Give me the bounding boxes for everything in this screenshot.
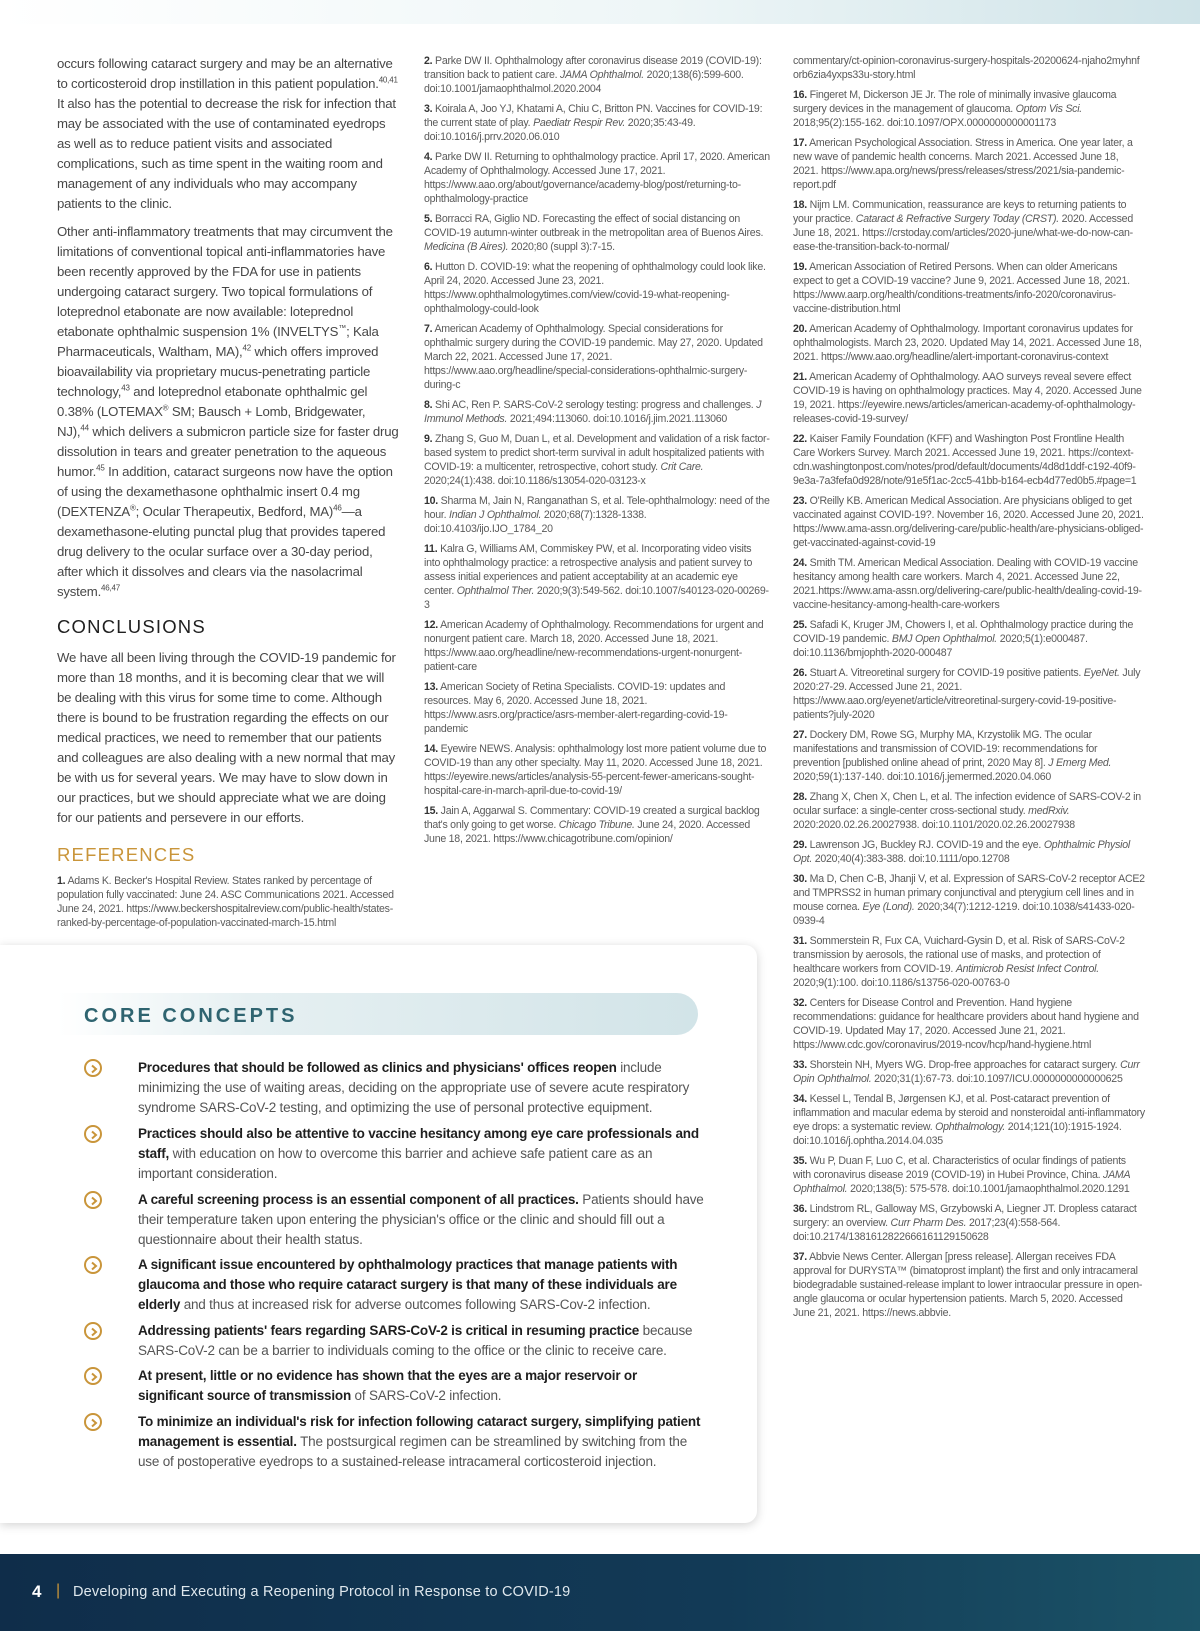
page-footer — [0, 1554, 1200, 1631]
reference-item: 23. O'Reilly KB. American Medical Association. Are physicians obliged to get vaccinated against COVID-19?. November 16, 2020. Accessed June 20, 2021. https://www.ama-assn.org/delivering-care/public-health/are-physicians-obliged-get-vaccinated-against-covid-19 — [793, 495, 1144, 549]
reference-item: 6. Hutton D. COVID-19: what the reopening of ophthalmology could look like. April 24, 2020. Accessed June 23, 2021. https://www.ophthalmologytimes.com/view/covid-19-what-reopening-ophthalmology-could-look — [424, 261, 766, 315]
reference-item: 14. Eyewire NEWS. Analysis: ophthalmology lost more patient volume due to COVID-19 than any other specialty. May 11, 2020. Accessed June 18, 2021. https://eyewire.news/articles/analysis-55-percent-fewer-americans-sought-hospital-care-in-march-april-due-to-covid-19/ — [424, 743, 767, 797]
reference-item: 30. Ma D, Chen C-B, Jhanji V, et al. Expression of SARS-CoV-2 receptor ACE2 and TMPRSS2 in human primary conjunctival and pterygium cell lines and in mouse cornea. Eye (Lond). 2020;34(7):1212-1219. doi:10.1038/s41433-020-0939-4 — [793, 873, 1145, 927]
reference-item: 19. American Association of Retired Persons. When can older Americans expect to get a COVID-19 vaccine? June 9, 2021. Accessed June 18, 2021. https://www.aarp.org/health/conditions-treatments/info-2020/coronavirus-vaccine-distribution.html — [793, 261, 1130, 315]
chevron-circle-icon — [84, 1191, 102, 1209]
reference-item: 24. Smith TM. American Medical Association. Dealing with COVID-19 vaccine hesitancy among health care workers. March 4, 2021. Accessed June 22, 2021.https://www.ama-assn.org/delivering-care/public-health/dealing-covid-19-vaccine-hesitancy-among-health-care-workers — [793, 557, 1142, 611]
reference-list-col2 — [424, 54, 770, 846]
reference-item: 29. Lawrenson JG, Buckley RJ. COVID-19 and the eye. Ophthalmic Physiol Opt. 2020;40(4):383-388. doi:10.1111/opo.12708 — [793, 839, 1130, 865]
reference-continuation: commentary/ct-opinion-coronavirus-surgery-hospitals-20200624-njaho2myhnforb6zia4yxps33u-story.html — [793, 55, 1140, 81]
core-concept-text: Addressing patients' fears regarding SARS-CoV-2 is critical in resuming practice because SARS-CoV-2 can be a barrier to individuals coming to the office or the clinic to receive care. — [138, 1323, 693, 1358]
reference-item: 12. American Academy of Ophthalmology. Recommendations for urgent and nonurgent patient care. March 18, 2020. Accessed June 18, 2021. https://www.aao.org/headline/new-recommendations-urgent-nonurgent-patient-care — [424, 619, 764, 673]
core-concept-item — [84, 1366, 704, 1406]
chevron-circle-icon — [84, 1413, 102, 1431]
reference-item: 37. Abbvie News Center. Allergan [press release]. Allergan receives FDA approval for DURYSTA™ (bimatoprost implant) the first and only intracameral biodegradable sustained-release implant to lower intraocular pressure in open-angle glaucoma or ocular hypertension patients. March 5, 2020. Accessed June 21, 2021. https://news.abbvie. — [793, 1251, 1143, 1319]
core-concept-item — [84, 1412, 704, 1472]
chevron-circle-icon — [84, 1059, 102, 1077]
reference-item: 17. American Psychological Association. Stress in America. One year later, a new wave of pandemic health concerns. March 2021. Accessed June 18, 2021. https://www.apa.org/news/press/releases/stress/2021/sia-pandemic-report.pdf — [793, 137, 1133, 191]
reference-item: 9. Zhang S, Guo M, Duan L, et al. Development and validation of a risk factor-based system to predict short-term survival in adult hospitalized patients with COVID-19: a multicenter, retrospective, cohort study. Crit Care. 2020;24(1):438. doi:10.1186/s13054-020-03123-x — [424, 433, 770, 487]
core-concepts-box — [0, 945, 757, 1523]
reference-item: 11. Kalra G, Williams AM, Commiskey PW, et al. Incorporating video visits into ophthalmology practice: a retrospective analysis and patient survey to assess initial experiences and patient acceptability at an academic eye center. Ophthalmol Ther. 2020;9(3):549-562. doi:10.1007/s40123-020-00269-3 — [424, 543, 769, 611]
body-paragraph-1: occurs following cataract surgery and may be an alternative to corticosteroid drop instillation in this patient population.$^{40,41}$ It also has the potential to decrease the risk for infection that may be associated with the use of contaminated eyedrops as well as to reduce patient visits and associated complications, such as time spent in the waiting room and management of any individuals who may accompany patients to the clinic. — [57, 56, 398, 211]
core-concept-text: A careful screening process is an essential component of all practices. Patients should have their temperature taken upon entering the physician's office or the clinic and should fill out a questionnaire about their health status. — [138, 1192, 704, 1247]
chevron-circle-icon — [84, 1256, 102, 1274]
reference-item: 32. Centers for Disease Control and Prevention. Hand hygiene recommendations: guidance for healthcare providers about hand hygiene and COVID-19. Updated May 17, 2020. Accessed June 21, 2021. https://www.cdc.gov/coronavirus/2019-ncov/hcp/hand-hygiene.html — [793, 997, 1139, 1051]
top-gradient-band — [0, 0, 1200, 24]
footer-title: Developing and Executing a Reopening Protocol in Response to COVID-19 — [73, 1584, 571, 1600]
core-concept-item — [84, 1058, 704, 1118]
reference-item: 33. Shorstein NH, Myers WG. Drop-free approaches for cataract surgery. Curr Opin Ophthalmol. 2020;31(1):67-73. doi:10.1097/ICU.0000000000000625 — [793, 1059, 1140, 1085]
column-3 — [793, 54, 1145, 1326]
reference-item: 4. Parke DW II. Returning to ophthalmology practice. April 17, 2020. American Academy of Ophthalmology. Accessed June 17, 2021. https://www.aao.org/about/governance/academy-blog/post/returning-to-ophthalmology-practice — [424, 151, 770, 205]
reference-item: 21. American Academy of Ophthalmology. AAO surveys reveal severe effect COVID-19 is having on ophthalmology practices. May 4, 2020. Accessed June 19, 2021. https://eyewire.news/articles/american-academy-of-ophthalmology-releases-covid-19-survey/ — [793, 371, 1142, 425]
conclusions-paragraph: We have all been living through the COVID-19 pandemic for more than 18 months, and it is becoming clear that we will be dealing with this virus for some time to come. Although there is bound to be frustration regarding the effects on our medical practices, we need to remember that our patients and colleagues are also dealing with a new normal that may be with us for several years. We may have to slow down in our practices, but we should appreciate what we are doing for our patients and persevere in our efforts. — [57, 650, 396, 825]
reference-item: 18. Nijm LM. Communication, reassurance are keys to returning patients to your practice. Cataract & Refractive Surgery Today (CRST). 2020. Accessed June 18, 2021. https://crstoday.com/articles/2020-june/what-we-do-now-can-ease-the-transition-back-to-normal/ — [793, 199, 1133, 253]
conclusions-heading: CONCLUSIONS — [57, 616, 206, 637]
core-concept-item — [84, 1124, 704, 1184]
reference-item: 5. Borracci RA, Giglio ND. Forecasting the effect of social distancing on COVID-19 autumn-winter outbreak in the metropolitan area of Buenos Aires. Medicina (B Aires). 2020;80 (suppl 3):7-15. — [424, 213, 764, 253]
core-concept-item — [84, 1255, 704, 1315]
footer-separator: | — [56, 1582, 61, 1599]
reference-item: 8. Shi AC, Ren P. SARS-CoV-2 serology testing: progress and challenges. J Immunol Methods. 2021;494:113060. doi:10.1016/j.jim.2021.113060 — [424, 399, 762, 425]
reference-item: 26. Stuart A. Vitreoretinal surgery for COVID-19 positive patients. EyeNet. July 2020:27-29. Accessed June 21, 2021. https://www.aao.org/eyenet/article/vitreoretinal-surgery-covid-19-positive-patients?july-2020 — [793, 667, 1141, 721]
reference-item: 13. American Society of Retina Specialists. COVID-19: updates and resources. May 6, 2020. Accessed June 18, 2021. https://www.asrs.org/practice/asrs-member-alert-regarding-covid-19-pandemic — [424, 681, 728, 735]
chevron-circle-icon — [84, 1322, 102, 1340]
core-concept-text: Practices should also be attentive to vaccine hesitancy among eye care professionals and staff, with education on how to overcome this barrier and achieve safe patient care as an important consideration. — [138, 1126, 699, 1181]
reference-item: 28. Zhang X, Chen X, Chen L, et al. The infection evidence of SARS-COV-2 in ocular surface: a single-center cross-sectional study. medRxiv. 2020:2020.02.26.20027938. doi:10.1101/2020.02.26.20027938 — [793, 791, 1141, 831]
reference-list-col3 — [793, 88, 1145, 1320]
core-concept-text: At present, little or no evidence has shown that the eyes are a major reservoir or significant source of transmission of SARS-CoV-2 infection. — [138, 1368, 638, 1403]
reference-item: 34. Kessel L, Tendal B, Jørgensen KJ, et al. Post-cataract prevention of inflammation and macular edema by steroid and nonsteroidal anti-inflammatory eye drops: a systematic review. Ophthalmology. 2014;121(10):1915-1924. doi:10.1016/j.ophtha.2014.04.035 — [793, 1093, 1145, 1147]
chevron-circle-icon — [84, 1125, 102, 1143]
reference-item: 15. Jain A, Aggarwal S. Commentary: COVID-19 created a surgical backlog that's only going to get worse. Chicago Tribune. June 24, 2020. Accessed June 18, 2021. https://www.chicagotribune.com/opinion/ — [424, 805, 760, 845]
reference-item: 35. Wu P, Duan F, Luo C, et al. Characteristics of ocular findings of patients with coronavirus disease 2019 (COVID-19) in Hubei Province, China. JAMA Ophthalmol. 2020;138(5): 575-578. doi:10.1001/jamaophthalmol.2020.1291 — [793, 1155, 1130, 1195]
chevron-circle-icon — [84, 1367, 102, 1385]
page-number: 4 — [32, 1582, 42, 1601]
reference-item: 7. American Academy of Ophthalmology. Special considerations for ophthalmic surgery during the COVID-19 pandemic. May 27, 2020. Updated March 22, 2021. Accessed June 17, 2021. https://www.aao.org/headline/special-considerations-ophthalmic-surgery-during-c — [424, 323, 763, 391]
reference-item: 3. Koirala A, Joo YJ, Khatami A, Chiu C, Britton PN. Vaccines for COVID-19: the current state of play. Paediatr Respir Rev. 2020;35:43-49. doi:10.1016/j.prrv.2020.06.010 — [424, 103, 763, 143]
reference-item: 16. Fingeret M, Dickerson JE Jr. The role of minimally invasive glaucoma surgery devices in the management of glaucoma. Optom Vis Sci. 2018;95(2):155-162. doi:10.1097/OPX.0000000000001173 — [793, 89, 1117, 129]
core-concept-item — [84, 1321, 704, 1361]
core-concepts-title: CORE CONCEPTS — [84, 1005, 298, 1027]
column-2 — [424, 54, 770, 852]
reference-item: 10. Sharma M, Jain N, Ranganathan S, et al. Tele-ophthalmology: need of the hour. Indian J Ophthalmol. 2020;68(7):1328-1338. doi:10.4103/ijo.IJO_1784_20 — [424, 495, 770, 535]
references-heading: REFERENCES — [57, 844, 196, 865]
core-concept-text: Procedures that should be followed as clinics and physicians' offices reopen include minimizing the use of waiting areas, deciding on the appropriate use of severe acute respiratory syndrome SARS-CoV-2 testing, and optimizing the use of personal protective equipment. — [138, 1060, 690, 1115]
reference-item: 1. Adams K. Becker's Hospital Review. States ranked by percentage of population fully vaccinated: June 24. ASC Communications 2021. Accessed June 24, 2021. https://www.beckershospitalreview.com/public-health/states-ranked-by-percentage-of-population-vaccinated-march-15.html — [57, 875, 394, 929]
reference-item: 2. Parke DW II. Ophthalmology after coronavirus disease 2019 (COVID-19): transition back to patient care. JAMA Ophthalmol. 2020;138(6):599-600. doi:10.1001/jamaophthalmol.2020.2004 — [424, 55, 762, 95]
core-concept-item — [84, 1190, 704, 1250]
reference-item: 36. Lindstrom RL, Galloway MS, Grzybowski A, Liegner JT. Dropless cataract surgery: an overview. Curr Pharm Des. 2017;23(4):558-564. doi:10.2174/1381612822666161129150628 — [793, 1203, 1137, 1243]
reference-item: 27. Dockery DM, Rowe SG, Murphy MA, Krzystolik MG. The ocular manifestations and transmission of COVID-19: recommendations for prevention [published online ahead of print, 2020 May 8]. J Emerg Med. 2020;59(1):137-140. doi:10.1016/j.jemermed.2020.04.060 — [793, 729, 1112, 783]
reference-item: 22. Kaiser Family Foundation (KFF) and Washington Post Frontline Health Care Workers Survey. March 2021. Accessed June 19, 2021. https://context-cdn.washingtonpost.com/notes/prod/default/documents/4d8d1ddf-c192-40f9-9e3a-7a3fefa0d928/note/91e5f1ac-2cc5-41bb-b164-ecb4d77ed0b5.#page=1 — [793, 433, 1137, 487]
core-concept-text: To minimize an individual's risk for infection following cataract surgery, simplifying patient management is essential. The postsurgical regimen can be streamlined by switching from the use of postoperative eyedrops to a sustained-release intracameral corticosteroid injection. — [138, 1414, 701, 1469]
reference-item: 25. Safadi K, Kruger JM, Chowers I, et al. Ophthalmology practice during the COVID-19 pandemic. BMJ Open Ophthalmol. 2020;5(1):e000487. doi:10.1136/bmjophth-2020-000487 — [793, 619, 1134, 659]
body-paragraph-2: Other anti-inflammatory treatments that may circumvent the limitations of conventional topical anti-inflammatories have been recently approved by the FDA for use in patients undergoing cataract surgery. Two topical formulations of loteprednol etabonate are now available: loteprednol etabonate ophthalmic suspension 1% (INVELTYS™; Kala Pharmaceuticals, Waltham, MA),$^{42}$ which offers improved bioavailability via proprietary mucus-penetrating particle technology,$^{43}$ and loteprednol etabonate ophthalmic gel 0.38% (LOTEMAX® SM; Bausch + Lomb, Bridgewater, NJ),$^{44}$ which delivers a submicron particle size for faster drug dissolution in tears and greater penetration to the aqueous humor.$^{45}$ In addition, cataract surgeons now have the option of using the dexamethasone ophthalmic insert 0.4 mg (DEXTENZA®; Ocular Therapeutix, Bedford, MA)$^{46}$—a dexamethasone-eluting punctal plug that provides tapered drug delivery to the ocular surface over a 30-day period, after which it dissolves and clears via the nasolacrimal system.$^{46,47}$ — [57, 224, 399, 599]
reference-item: 31. Sommerstein R, Fux CA, Vuichard-Gysin D, et al. Risk of SARS-CoV-2 transmission by aerosols, the rational use of masks, and protection of healthcare workers from COVID-19. Antimicrob Resist Infect Control. 2020;9(1):100. doi:10.1186/s13756-020-00763-0 — [793, 935, 1125, 989]
core-concept-text: A significant issue encountered by ophthalmology practices that manage patients with glaucoma and those who require cataract surgery is that many of these individuals are elderly and thus at increased risk for adverse outcomes following SARS-Cov-2 infection. — [138, 1257, 678, 1312]
reference-item: 20. American Academy of Ophthalmology. Important coronavirus updates for ophthalmologists. March 23, 2020. Updated May 14, 2021. Accessed June 18, 2021. https://www.aao.org/headline/alert-important-coronavirus-context — [793, 323, 1142, 363]
column-1 — [57, 54, 400, 936]
